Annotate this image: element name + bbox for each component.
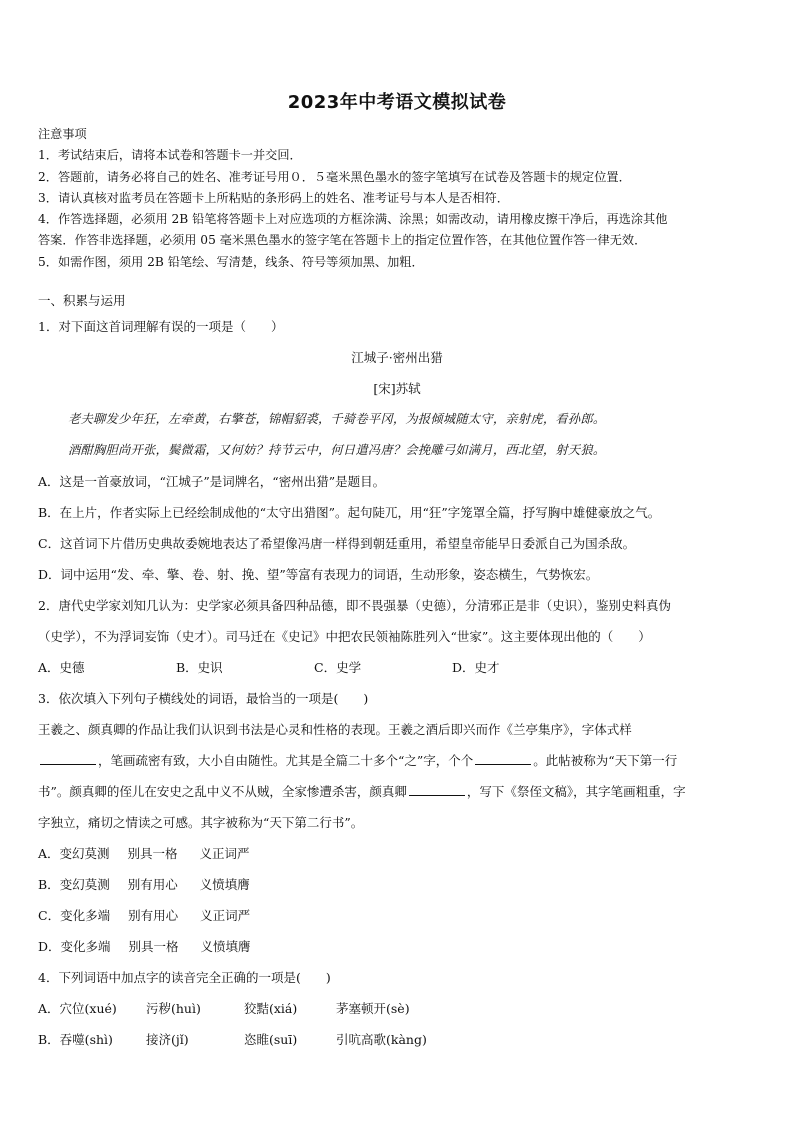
q1-option-b: B．在上片，作者实际上已经绘制成他的“太守出猎图”。起句陡兀，用“狂”字笼罩全篇，抒写胸中雄健豪放之气。 [38, 505, 661, 521]
option-term: 别具一格 [128, 939, 179, 955]
q3-option-d [38, 931, 756, 962]
q2-options [38, 652, 756, 683]
option-term: 别有用心 [128, 908, 179, 924]
q2-option-c: C．史学 [314, 660, 362, 676]
q3-passage [38, 714, 756, 838]
note-line: 3．请认真核对监考员在答题卡上所粘贴的条形码上的姓名、准考证号与本人是否相符． [38, 190, 509, 205]
q3-passage-text: ，写下《祭侄文稿》，其字笔画粗重，字 [466, 784, 686, 800]
notes-block [38, 124, 756, 273]
q3-option-b [38, 869, 756, 900]
q3-passage-text: 。此帖被称为“天下第一行 [533, 753, 678, 769]
q2-stem-line2: （史学），不为浮词妄饰（史才）。司马迁在《史记》中把农民领袖陈胜列入“世家”。这主要体现出他的（ ） [38, 629, 651, 645]
poem-title: 江城子·密州出猎 [351, 350, 443, 366]
fill-blank [475, 750, 531, 765]
option-letter: B． [38, 877, 60, 893]
q4-option-a [38, 993, 756, 1024]
option-term: A．穴位(xué) [38, 1001, 117, 1017]
option-term: 接济(jǐ) [146, 1032, 189, 1048]
option-term: 恣睢(suī) [244, 1032, 298, 1048]
note-line: 1．考试结束后，请将本试卷和答题卡一并交回． [38, 148, 302, 163]
q2-stem-line1: 2．唐代史学家刘知几认为：史学家必须具备四种品德，即不畏强暴（史德），分清邪正是非（史识），鉴别史料真伪 [38, 598, 671, 614]
note-line: 答案．作答非选择题，必须用 05 毫米黑色墨水的签字笔在答题卡上的指定位置作答，在其他位置作答一律无效． [38, 233, 647, 248]
note-line: 2．答题前，请务必将自己的姓名、准考证号用０．５毫米黑色墨水的签字笔填写在试卷及答题卡的规定位置． [38, 169, 631, 184]
option-term: 狡黠(xiá) [244, 1001, 298, 1017]
notes-heading: 注意事项 [38, 127, 87, 141]
q3-passage-text: 书”。颜真卿的侄儿在安史之乱中义不从贼，全家惨遭杀害，颜真卿 [38, 784, 407, 800]
q3-passage-line [38, 745, 756, 776]
option-term: 义正词严 [199, 846, 250, 862]
option-term: 茅塞顿开(sè) [336, 1001, 410, 1017]
option-term: 变幻莫测 [59, 877, 110, 893]
page-title: 2023年中考语文模拟试卷 [287, 92, 507, 113]
fill-blank [409, 781, 465, 796]
q3-option-a [38, 838, 756, 869]
option-term: 引吭高歌(kàng) [336, 1032, 427, 1048]
q2-option-b: B．史识 [176, 660, 223, 676]
note-line: 4．作答选择题，必须用 2B 铅笔将答题卡上对应选项的方框涂满、涂黑；如需改动，请用橡皮擦干净后，再选涂其他 [38, 212, 668, 227]
fill-blank [40, 750, 96, 765]
q1-option-c: C．这首词下片借历史典故委婉地表达了希望像冯唐一样得到朝廷重用，希望皇帝能早日委派自己为国杀敌。 [38, 536, 636, 552]
poem-line: 老夫聊发少年狂，左牵黄，右擎苍，锦帽貂裘，千骑卷平冈，为报倾城随太守，亲射虎，看孙郎。 [68, 412, 606, 427]
q3-passage-line [38, 776, 756, 807]
option-term: 污秽(huì) [146, 1001, 201, 1017]
q3-stem: 3．依次填入下列句子横线处的词语，最恰当的一项是( ) [38, 691, 369, 707]
option-letter: C． [38, 908, 61, 924]
q1-option-a: A．这是一首豪放词，“江城子”是词牌名，“密州出猎”是题目。 [38, 474, 386, 490]
option-term: 义正词严 [200, 908, 251, 924]
q4-stem: 4．下列词语中加点字的读音完全正确的一项是( ) [38, 970, 331, 986]
option-term: 义愤填膺 [199, 877, 250, 893]
option-term: 别具一格 [127, 846, 178, 862]
option-term: 变化多端 [60, 908, 111, 924]
q2-option-a: A．史德 [38, 660, 85, 676]
q3-option-c [38, 900, 756, 931]
note-line: 5．如需作图，须用 2B 铅笔绘、写清楚，线条、符号等须加黑、加粗． [38, 254, 424, 269]
q3-passage-line: 字独立，痛切之情读之可感。其字被称为“天下第二行书”。 [38, 815, 364, 831]
q4-option-b [38, 1024, 756, 1055]
q3-passage-line: 王羲之、颜真卿的作品让我们认识到书法是心灵和性格的表现。王羲之酒后即兴而作《兰亭集序》，字体式样 [38, 722, 632, 738]
option-letter: D． [38, 939, 61, 955]
option-term: 变幻莫测 [59, 846, 110, 862]
option-letter: A． [38, 846, 60, 862]
q2-option-d: D．史才 [452, 660, 500, 676]
q1-option-d: D．词中运用“发、牵、擎、卷、射、挽、望”等富有表现力的词语，生动形象，姿态横生，气势恢宏。 [38, 567, 599, 583]
poem-line: 酒酣胸胆尚开张，鬓微霜，又何妨？持节云中，何日遣冯唐？会挽雕弓如满月，西北望，射天狼。 [68, 443, 606, 458]
option-term: 别有用心 [127, 877, 178, 893]
option-term: 变化多端 [60, 939, 111, 955]
q3-passage-text: ，笔画疏密有致，大小自由随性。尤其是全篇二十多个“之”字，个个 [98, 753, 474, 769]
option-term: B．吞噬(shì) [38, 1032, 113, 1048]
option-term: 义愤填膺 [200, 939, 251, 955]
poem-author: [宋]苏轼 [373, 381, 421, 397]
q1-stem: 1．对下面这首词理解有误的一项是（ ） [38, 319, 284, 335]
section-heading: 一、积累与运用 [38, 293, 126, 309]
